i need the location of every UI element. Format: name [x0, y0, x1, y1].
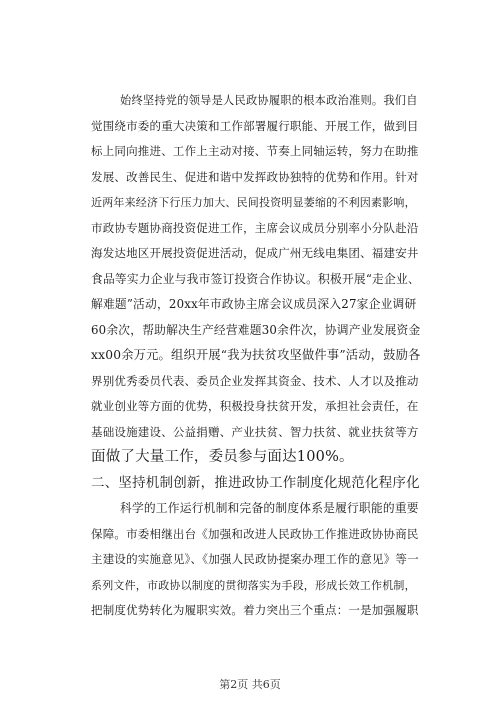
paragraph-line: 科学的工作运行机制和完备的制度体系是履行职能的重要: [120, 501, 419, 515]
paragraph-line: 60余次，帮助解决生产经营难题30余件次，协调产业发展资金: [91, 322, 421, 337]
document-body: [91, 88, 421, 624]
paragraph-line: 界别优秀委员代表、委员企业发挥其资金、技术、人才以及推动: [91, 373, 419, 388]
paragraph-line: 海发达地区开展投资促进活动，促成广州无线电集团、福建安井: [91, 246, 419, 260]
paragraph-line: 市政协专题协商投资促进工作，主席会议成员分别率小分队赴沿: [91, 220, 419, 235]
paragraph-line: 就业创业等方面的优势，积极投身扶贫开发，承担社会责任，在: [91, 399, 419, 413]
paragraph-line: 发展、改善民生、促进和谐中发挥政协独特的优势和作用。针对: [91, 169, 419, 184]
paragraph-line: 觉围绕市委的重大决策和工作部署履行职能、开展工作，做到目: [91, 118, 419, 133]
paragraph-line: 系列文件，市政协以制度的贯彻落实为手段，形成长效工作机制，: [91, 578, 416, 592]
paragraph-line: xx00余万元。组织开展“我为扶贫攻坚做件事”活动，鼓励各: [91, 348, 421, 362]
paragraph-line: 基础设施建设、公益捐赠、产业扶贫、智力扶贫、就业扶贫等方: [91, 424, 419, 439]
paragraph-line: 主建设的实施意见》、《加强人民政协提案办理工作的意见》等一: [91, 552, 419, 566]
paragraph-line: 解难题”活动，20xx年市政协主席会议成员深入27家企业调研: [91, 297, 417, 311]
page-number-footer: 第2页 共6页: [219, 678, 281, 691]
section-heading: 二、坚持机制创新，推进政协工作制度化规范化程序化: [91, 474, 420, 491]
paragraph-line: 把制度优势转化为履职实效。着力突出三个重点：一是加强履职: [91, 603, 419, 617]
paragraph-line: 标上同向推进、工作上主动对接、节奏上同轴运转，努力在助推: [91, 144, 419, 158]
paragraph-line: 始终坚持党的领导是人民政协履职的根本政治准则。我们自: [120, 94, 418, 107]
paragraph-line: 近两年来经济下行压力加大、民间投资明显萎缩的不利因素影响，: [91, 196, 416, 209]
paragraph-line: 食品等实力企业与我市签订投资合作协议。积极开展“走企业、: [91, 271, 420, 286]
paragraph-line: 面做了大量工作，委员参与面达100%。: [91, 449, 354, 465]
paragraph-line: 保障。市委相继出台《加强和改进人民政协工作推进政协协商民: [91, 526, 419, 541]
